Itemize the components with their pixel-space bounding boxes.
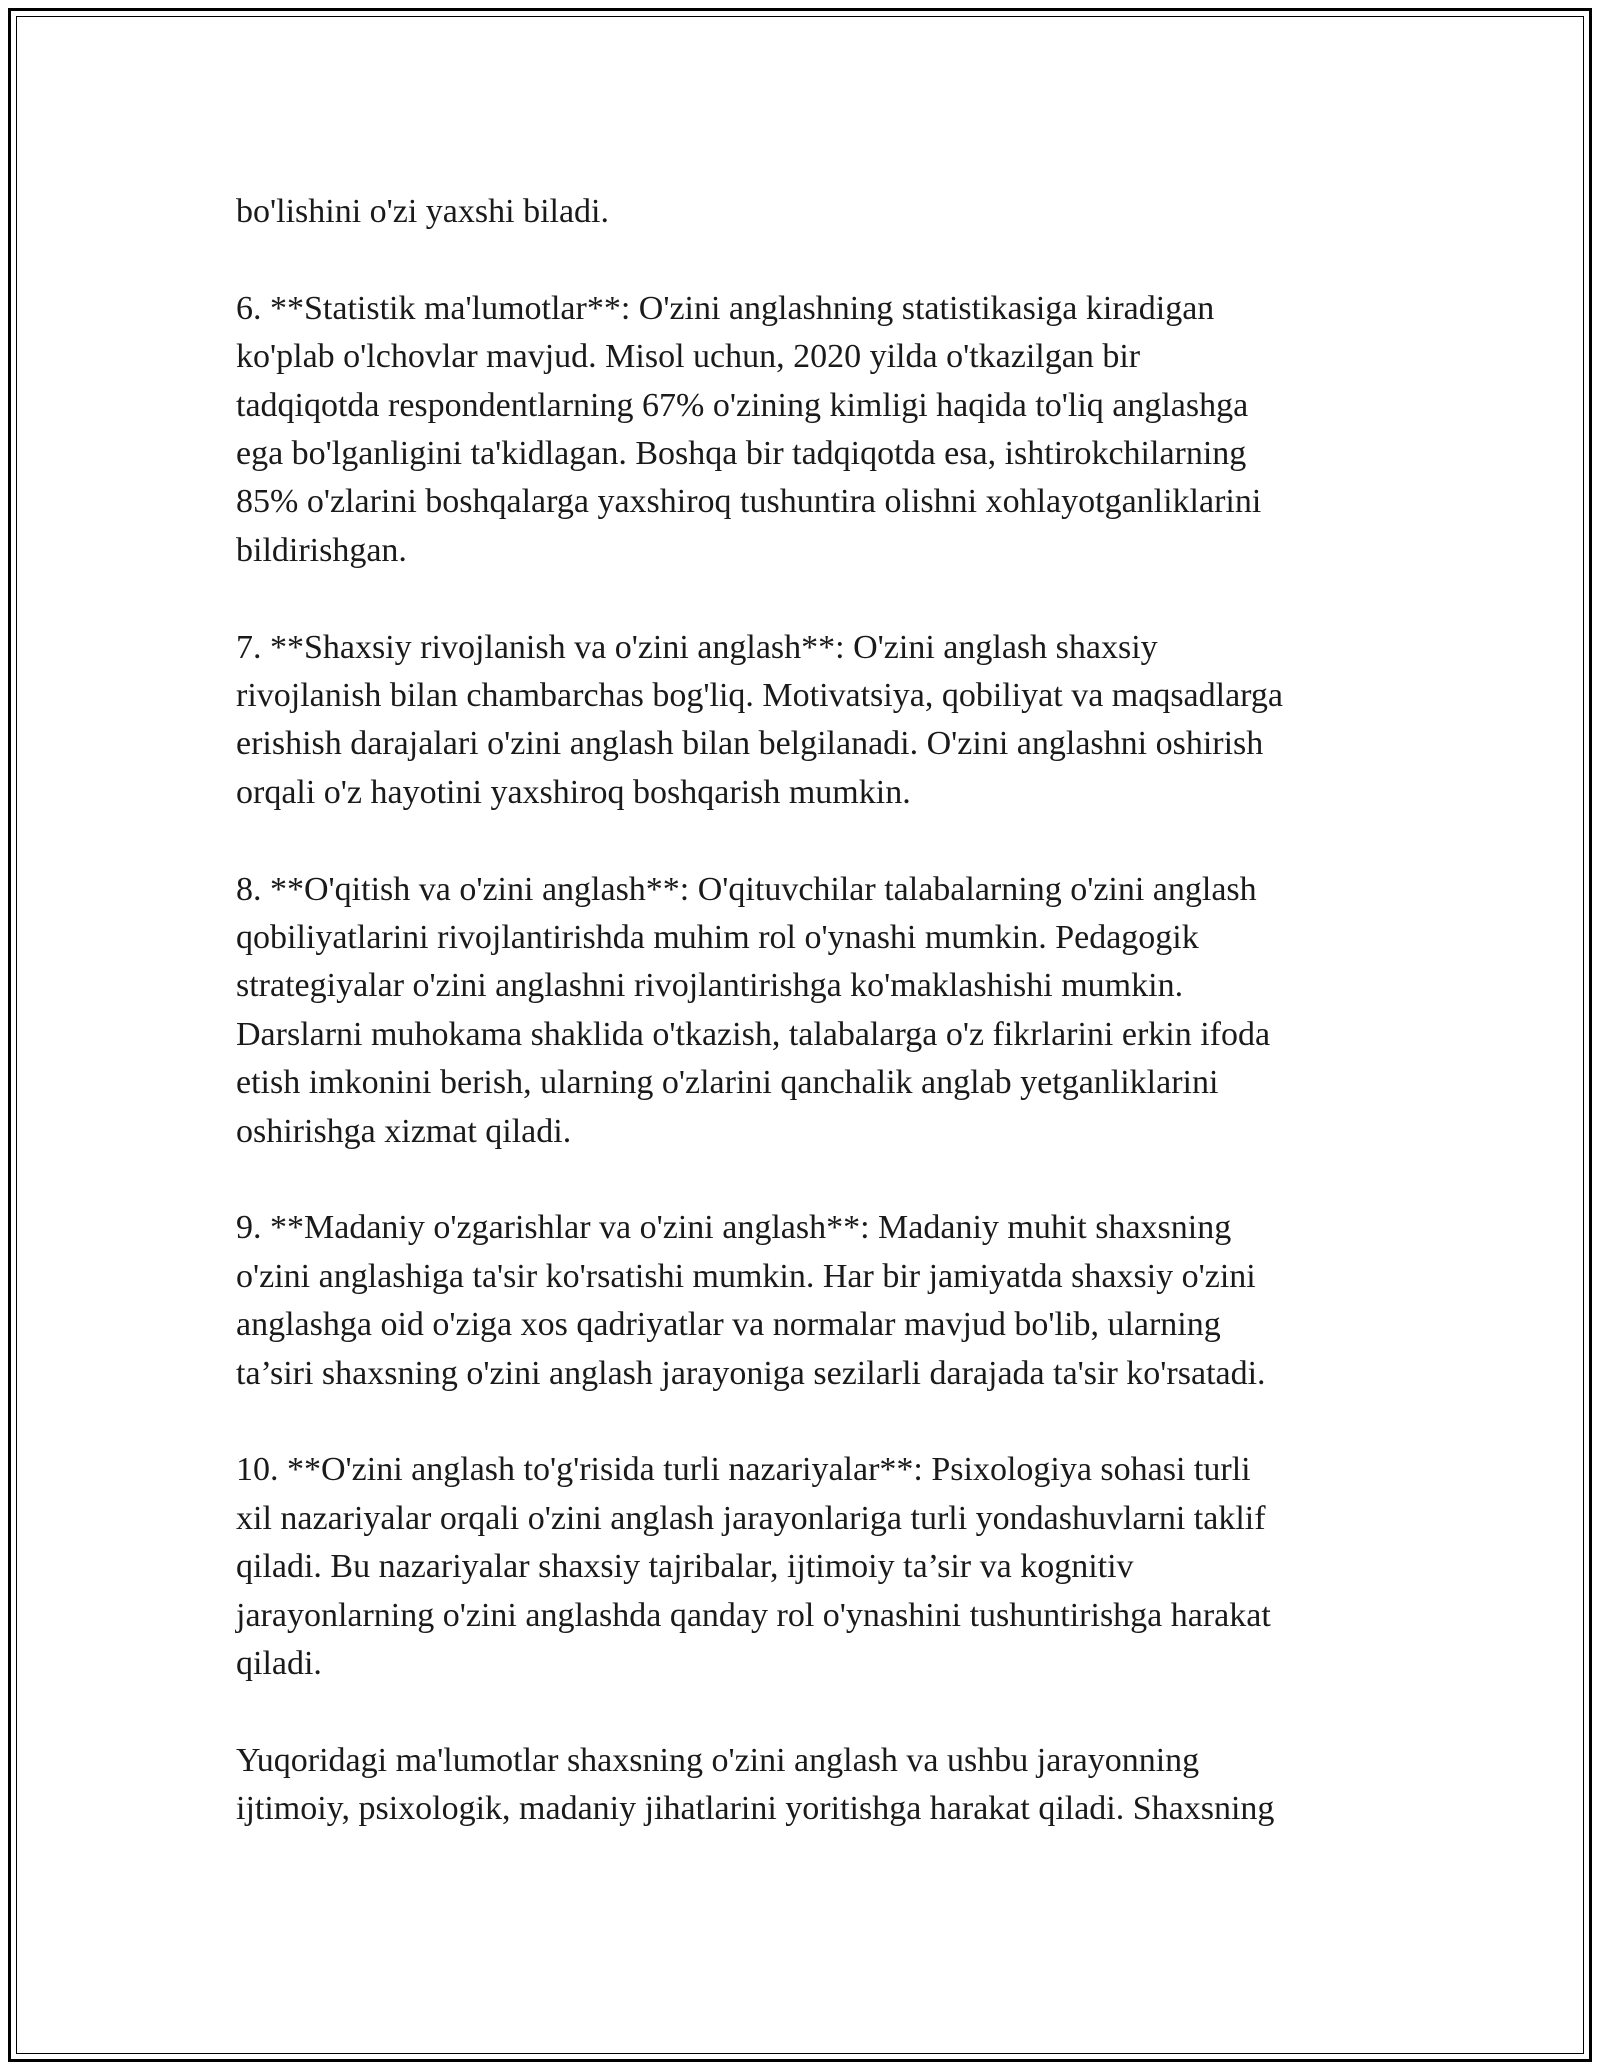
text-line: Darslarni muhokama shaklida o'tkazish, talabalarga o'z fikrlarini erkin ifoda (236, 1015, 1271, 1053)
paragraph-continuation (236, 188, 1366, 236)
text-line: orqali o'z hayotini yaxshiroq boshqarish mumkin. (236, 773, 911, 811)
page-body (236, 188, 1366, 1882)
text-line: 10. **O'zini anglash to'g'risida turli nazariyalar**: Psixologiya sohasi turli (236, 1451, 1251, 1489)
paragraph-conclusion (236, 1737, 1366, 1834)
text-line: qobiliyatlarini rivojlantirishda muhim rol o'ynashi mumkin. Pedagogik (236, 919, 1199, 957)
text-line: strategiyalar o'zini anglashni rivojlantirishga ko'maklashishi mumkin. (236, 967, 1184, 1005)
text-line: ko'plab o'lchovlar mavjud. Misol uchun, 2020 yilda o'tkazilgan bir (236, 338, 1141, 376)
text-line: bo'lishini o'zi yaxshi biladi. (236, 193, 610, 230)
text-line: erishish darajalari o'zini anglash bilan belgilanadi. O'zini anglashni oshirish (236, 725, 1264, 763)
text-line: jarayonlarning o'zini anglashda qanday rol o'ynashini tushuntirishga harakat (236, 1596, 1271, 1634)
text-line: etish imkonini berish, ularning o'zlarini qanchalik anglab yetganliklarini (236, 1064, 1219, 1102)
text-line: anglashga oid o'ziga xos qadriyatlar va normalar mavjud bo'lib, ularning (236, 1306, 1221, 1344)
text-line: qiladi. Bu nazariyalar shaxsiy tajribalar, ijtimoiy ta’sir va kognitiv (236, 1548, 1134, 1586)
text-line: 85% o'zlarini boshqalarga yaxshiroq tushuntira olishni xohlayotganliklarini (236, 483, 1262, 521)
paragraph-item-8 (236, 866, 1366, 1156)
text-line: 7. **Shaxsiy rivojlanish va o'zini anglash**: O'zini anglash shaxsiy (236, 628, 1158, 666)
text-line: xil nazariyalar orqali o'zini anglash jarayonlariga turli yondashuvlarni taklif (236, 1499, 1266, 1537)
text-line: 9. **Madaniy o'zgarishlar va o'zini anglash**: Madaniy muhit shaxsning (236, 1209, 1232, 1247)
text-line: 6. **Statistik ma'lumotlar**: O'zini anglashning statistikasiga kiradigan (236, 289, 1215, 327)
text-line: bildirishgan. (236, 531, 407, 569)
text-line: Yuqoridagi ma'lumotlar shaxsning o'zini anglash va ushbu jarayonning (236, 1741, 1200, 1779)
paragraph-item-10 (236, 1446, 1366, 1688)
paragraph-item-6 (236, 285, 1366, 575)
text-line: rivojlanish bilan chambarchas bog'liq. Motivatsiya, qobiliyat va maqsadlarga (236, 677, 1283, 715)
text-line: ijtimoiy, psixologik, madaniy jihatlarini yoritishga harakat qiladi. Shaxsning (236, 1790, 1275, 1828)
text-line: 8. **O'qitish va o'zini anglash**: O'qituvchilar talabalarning o'zini anglash (236, 870, 1257, 908)
text-line: tadqiqotda respondentlarning 67% o'zining kimligi haqida to'liq anglashga (236, 386, 1249, 424)
text-line: ega bo'lganligini ta'kidlagan. Boshqa bir tadqiqotda esa, ishtirokchilarning (236, 435, 1247, 473)
text-line: qiladi. (236, 1645, 322, 1683)
paragraph-item-9 (236, 1204, 1366, 1398)
text-line: oshirishga xizmat qiladi. (236, 1112, 572, 1150)
paragraph-item-7 (236, 624, 1366, 818)
text-line: o'zini anglashiga ta'sir ko'rsatishi mumkin. Har bir jamiyatda shaxsiy o'zini (236, 1257, 1256, 1295)
text-line: ta’siri shaxsning o'zini anglash jarayoniga sezilarli darajada ta'sir ko'rsatadi. (236, 1354, 1266, 1392)
